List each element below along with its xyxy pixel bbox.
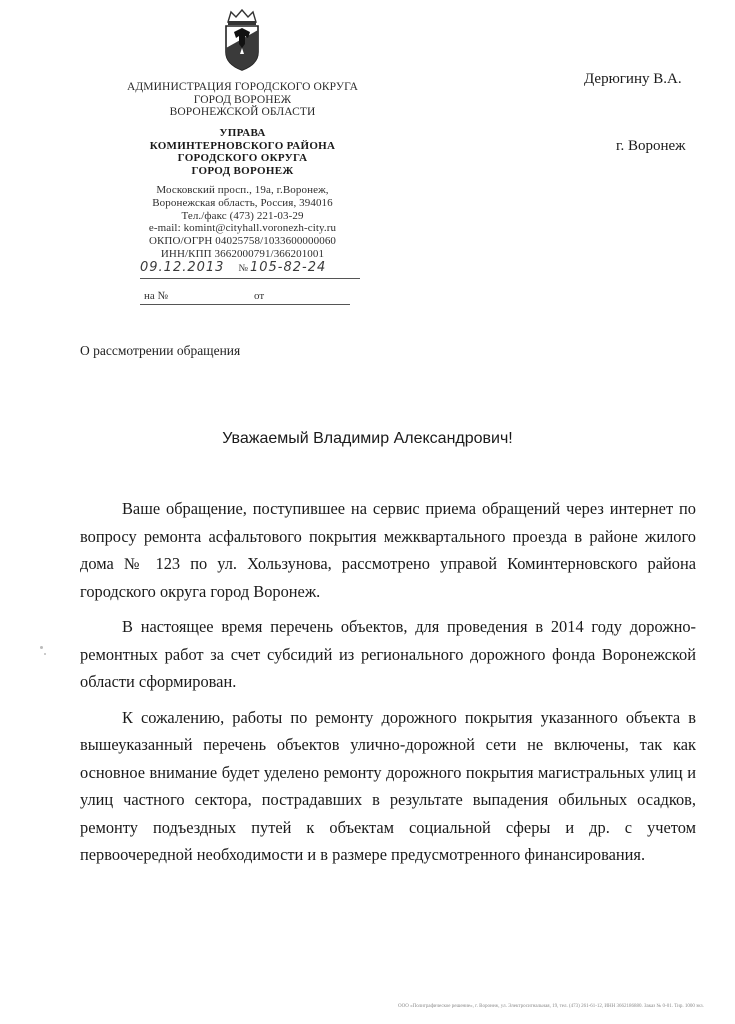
- org-line: ВОРОНЕЖСКОЙ ОБЛАСТИ: [169, 106, 316, 118]
- salutation: Уважаемый Владимир Александрович!: [222, 430, 513, 447]
- org-line: ГОРОД ВОРОНЕЖ: [193, 93, 292, 106]
- recipient-city: г. Воронеж: [616, 138, 686, 154]
- subject-line: О рассмотрении обращения: [80, 343, 241, 358]
- outgoing-date: 09.12.2013: [140, 260, 225, 275]
- inn-line: ИНН/КПП 3662000791/366201001: [160, 247, 325, 260]
- email-line: e-mail: komint@cityhall.voronezh-city.ru: [148, 222, 337, 235]
- ref-number-label: на №: [144, 290, 169, 302]
- body-paragraph: Ваше обращение, поступившее на сервис приема обращений через интернет по вопросу ремонта асфальтового покрытия межквартального проезда в районе жилого дома № 123 по ул. Хользунова, рассмотрено управой Коминтерновского района городского округа город Воронеж.: [80, 499, 696, 601]
- dept-line: КОМИНТЕРНОВСКОГО РАЙОНА: [149, 139, 336, 152]
- address-line: Воронежская область, Россия, 394016: [152, 196, 333, 209]
- reference-line: [140, 290, 350, 305]
- voronezh-coat-of-arms-icon: [218, 8, 266, 72]
- scan-speck: [44, 653, 46, 655]
- ref-from-label: от: [254, 290, 265, 302]
- body-paragraph: К сожалению, работы по ремонту дорожного покрытия указанного объекта в вышеуказанный перечень объектов улично-дорожной сети не включены, так как основное внимание будет уделено ремонту дорожного покрытия магистральных улиц и улиц частного сектора, пострадавших в результате выпадения обильных осадков, ремонту подъездных путей к объектам социальной сферы и др. с учетом первоочередной необходимости и в размере предусмотренного финансирования.: [80, 707, 696, 864]
- letter-body: [80, 495, 696, 877]
- outgoing-number: 105-82-24: [249, 260, 327, 275]
- scan-speck: [40, 646, 43, 649]
- recipient-name: Дерюгину В.А.: [584, 71, 682, 87]
- dept-line: ГОРОДСКОГО ОКРУГА: [177, 152, 308, 164]
- contact-block: [100, 184, 385, 261]
- body-paragraph: В настоящее время перечень объектов, для проведения в 2014 году дорожно-ремонтных работ за счет субсидий из регионального дорожного фонда Воронежской области сформирован.: [80, 617, 696, 691]
- okpo-line: ОКПО/ОГРН 04025758/1033600000060: [148, 235, 337, 248]
- dept-line: ГОРОД ВОРОНЕЖ: [191, 164, 294, 177]
- address-line: Московский просп., 19а, г.Воронеж,: [156, 184, 329, 196]
- org-line: АДМИНИСТРАЦИЯ ГОРОДСКОГО ОКРУГА: [126, 81, 359, 93]
- phone-line: Тел./факс (473) 221-03-29: [181, 209, 304, 222]
- dept-line: УПРАВА: [219, 127, 266, 139]
- printer-imprint: ООО «Полиграфическое решение», г. Воронеж, ул. Электросигнальная, 19, тел. (473) 261-61-12, ИНН 3662186880. Заказ № 0-01. Тир. 1000 экз.: [398, 1004, 704, 1009]
- org-header: [100, 81, 385, 119]
- number-sign: №: [238, 263, 248, 274]
- registration-line: [140, 258, 360, 279]
- department-header: [100, 127, 385, 177]
